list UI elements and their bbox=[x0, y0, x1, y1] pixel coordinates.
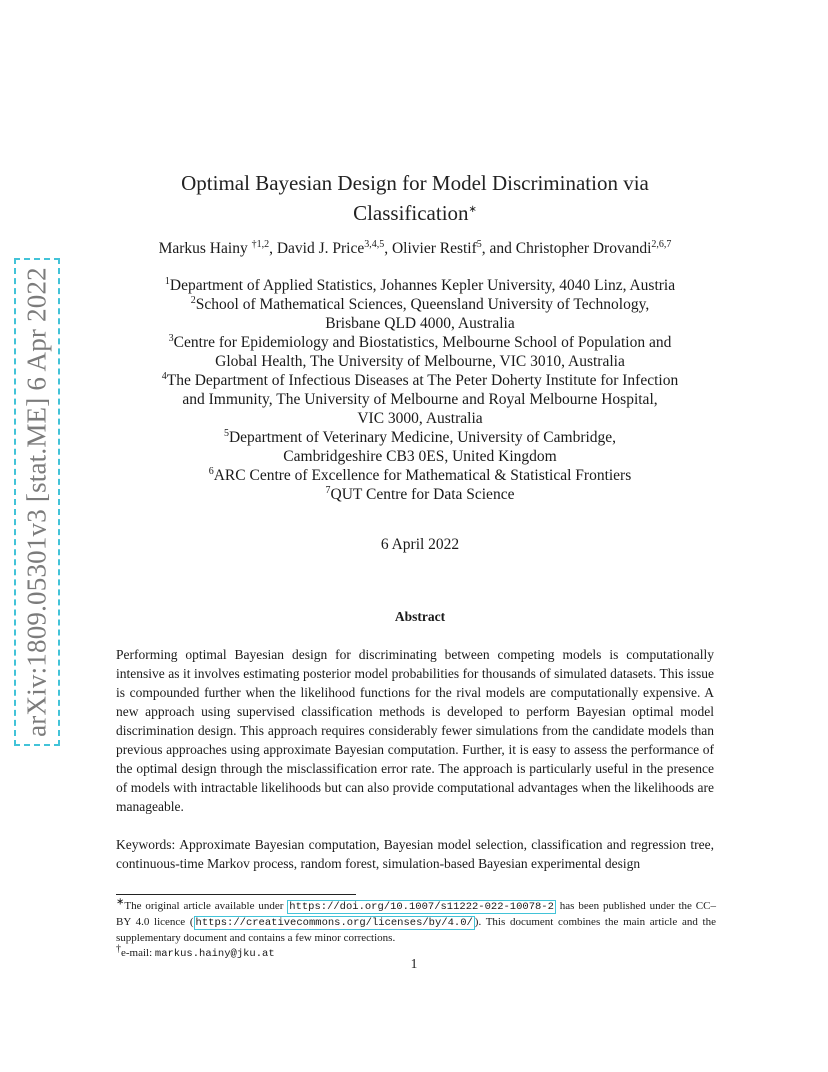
affiliation-line: $^5$Department of Veterinary Medicine, University of Cambridge, bbox=[223, 427, 617, 446]
keywords bbox=[116, 835, 714, 873]
author-affil: 3,4,5 bbox=[364, 238, 385, 250]
affiliations bbox=[110, 276, 730, 504]
footnote-license: ∗The original article available under https://doi.org/10.1007/s11222-022-10078-2 has been published under the CC–BY 4.0 licence ( https://creativecommons.org/licenses/by/4.0/ ). This document combines the main article and the supplementary document and contains a few minor corrections. bbox=[116, 896, 716, 944]
affiliation-line: VIC 3000, Australia bbox=[357, 410, 483, 427]
author-name: Christopher Drovandi bbox=[515, 240, 652, 257]
author-name: Olivier Restif bbox=[391, 240, 477, 257]
title-line-1: Optimal Bayesian Design for Model Discrimination via bbox=[181, 171, 649, 195]
title-footnote-mark: ∗ bbox=[468, 204, 477, 215]
author-list: Markus Hainy $^{\dagger 1,2}$, David J. Price$^{3,4,5}$, Olivier Restif$^5$, and Christopher Drovandi$^{2,6,7}$ bbox=[158, 238, 672, 257]
affiliation-line: $^6$ARC Centre of Excellence for Mathematical & Statistical Frontiers bbox=[208, 465, 632, 484]
affiliation-line: Cambridgeshire CB3 0ES, United Kingdom bbox=[283, 448, 557, 465]
license-link[interactable]: https://creativecommons.org/licenses/by/4.0/ bbox=[195, 917, 473, 929]
abstract-heading: Abstract bbox=[394, 609, 446, 624]
abstract-body: Performing optimal Bayesian design for discriminating between competing models is computationally intensive as it involves estimating posterior model probabilities for thousands of simulated datasets. This issue is compounded further when the likelihood functions for the rival models are computationally expensive. A new approach using supervised classification methods is developed to perform Bayesian optimal model discrimination design. This approach requires considerably fewer simulations from the candidate models than previous approaches using approximate Bayesian computation. Further, it is easy to assess the performance of the optimal design through the misclassification error rate. The approach is particularly useful in the presence of models with intractable likelihoods but can also provide computational advantages when the likelihoods are manageable. bbox=[116, 647, 714, 814]
keywords-label: Keywords: bbox=[116, 837, 176, 852]
affiliation-line: $^2$School of Mathematical Sciences, Queensland University of Technology, bbox=[190, 294, 650, 313]
affiliation-line: $^7$QUT Centre for Data Science bbox=[325, 484, 515, 503]
keywords-text: Approximate Bayesian computation, Bayesian model selection, classification and regression tree, continuous-time Markov process, random forest, simulation-based Bayesian experimental design bbox=[116, 837, 714, 871]
page-number: 1 bbox=[410, 956, 418, 971]
author-name: David J. Price bbox=[276, 240, 365, 257]
affiliation-line: Global Health, The University of Melbourne, VIC 3010, Australia bbox=[215, 353, 625, 370]
author-affil: †1,2 bbox=[251, 238, 270, 250]
author-affil: 5 bbox=[476, 238, 482, 250]
affiliation-line: $^4$The Department of Infectious Diseases at The Peter Doherty Institute for Infection bbox=[161, 370, 679, 389]
affiliation-line: Brisbane QLD 4000, Australia bbox=[325, 315, 515, 332]
publication-date: 6 April 2022 bbox=[380, 536, 460, 553]
author-affil: 2,6,7 bbox=[651, 238, 672, 250]
footnote-email: †e-mail: markus.hainy@jku.at bbox=[116, 943, 275, 960]
affiliation-line: and Immunity, The University of Melbourne and Royal Melbourne Hospital, bbox=[182, 391, 658, 408]
footnote-rule bbox=[116, 894, 356, 895]
affiliation-line: $^1$Department of Applied Statistics, Johannes Kepler University, 4040 Linz, Austria bbox=[164, 275, 676, 294]
email-address: markus.hainy@jku.at bbox=[154, 948, 275, 960]
author-name: Markus Hainy bbox=[158, 240, 248, 257]
doi-link[interactable]: https://doi.org/10.1007/s11222-022-10078-2 bbox=[289, 901, 554, 913]
arxiv-identifier: arXiv:1809.05301v3 [stat.ME] 6 Apr 2022 bbox=[21, 267, 52, 737]
arxiv-side-stamp bbox=[14, 258, 60, 746]
paper-title bbox=[130, 168, 700, 228]
affiliation-line: $^3$Centre for Epidemiology and Biostatistics, Melbourne School of Population and bbox=[168, 332, 672, 351]
title-line-2: Classification∗ bbox=[353, 201, 477, 225]
